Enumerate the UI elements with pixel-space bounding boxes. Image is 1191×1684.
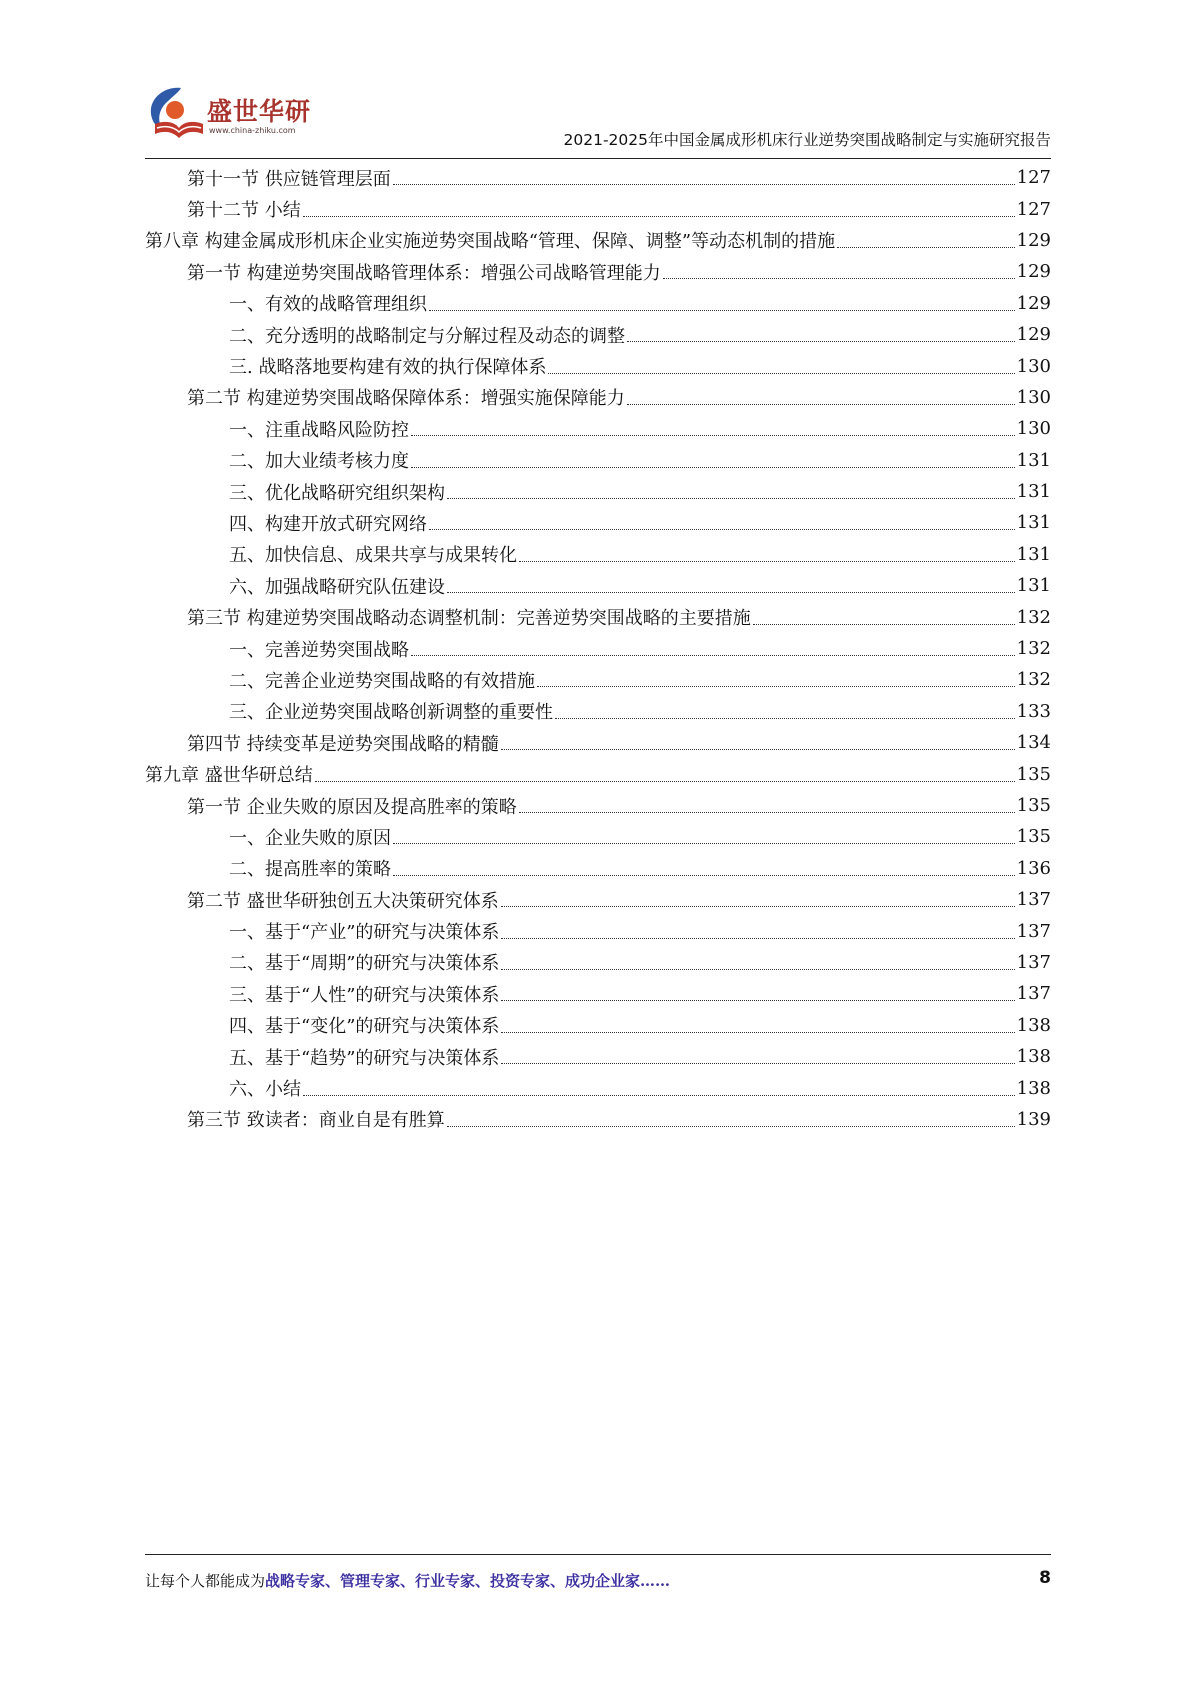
toc-page-number: 129 [1016,229,1051,251]
toc-entry[interactable] [145,319,1051,350]
toc-dot-leader [447,1126,1015,1127]
toc-entry-title: 一、企业失败的原因 [229,827,391,849]
toc-page-number: 132 [1016,638,1051,660]
page-number: 8 [1039,1568,1051,1588]
toc-dot-leader [393,843,1015,844]
toc-dot-leader [501,969,1014,970]
report-title: 2021-2025年中国金属成形机床行业逆势突围战略制定与实施研究报告 [563,131,1051,149]
footer-slogan [145,1570,670,1591]
toc-entry[interactable] [145,758,1051,789]
toc-page-number: 130 [1016,386,1051,408]
toc-page-number: 133 [1016,700,1051,722]
toc-page-number: 131 [1016,449,1051,471]
toc-dot-leader [429,310,1015,311]
toc-page-number: 131 [1016,512,1051,534]
toc-dot-leader [501,1032,1014,1033]
toc-entry-title: 一、完善逆势突围战略 [229,639,409,661]
toc-entry[interactable] [145,727,1051,758]
toc-entry-title: 第一节 企业失败的原因及提高胜率的策略 [187,796,517,818]
toc-dot-leader [411,467,1015,468]
toc-page-number: 129 [1016,292,1051,314]
toc-entry[interactable] [145,1072,1051,1103]
toc-page-number: 132 [1016,669,1051,691]
toc-dot-leader [627,341,1015,342]
toc-entry[interactable] [145,1010,1051,1041]
toc-dot-leader [303,216,1015,217]
toc-page-number: 135 [1016,763,1051,785]
toc-entry[interactable] [145,601,1051,632]
toc-entry[interactable] [145,1041,1051,1072]
toc-page-number: 130 [1016,418,1051,440]
toc-dot-leader [393,184,1015,185]
toc-entry-title: 一、注重战略风险防控 [229,419,409,441]
book-swoosh-icon [145,84,209,142]
toc-page-number: 131 [1016,481,1051,503]
toc-entry-title: 二、基于“周期”的研究与决策体系 [229,953,500,975]
toc-entry[interactable] [145,884,1051,915]
logo-name: 盛世华研 [207,97,312,126]
toc-page-number: 131 [1016,575,1051,597]
toc-page-number: 138 [1016,1014,1051,1036]
toc-dot-leader [429,529,1015,530]
toc-page-number: 137 [1016,951,1051,973]
header-divider [145,158,1051,159]
toc-entry-title: 二、加大业绩考核力度 [229,451,409,473]
toc-page-number: 127 [1016,198,1051,220]
toc-entry[interactable] [145,539,1051,570]
toc-dot-leader [447,592,1015,593]
toc-entry-title: 二、充分透明的战略制定与分解过程及动态的调整 [229,325,625,347]
toc-entry[interactable] [145,382,1051,413]
toc-entry-title: 第四节 持续变革是逆势突围战略的精髓 [187,733,499,755]
toc-entry[interactable] [145,445,1051,476]
toc-entry-title: 三、基于“人性”的研究与决策体系 [229,984,500,1006]
toc-entry[interactable] [145,790,1051,821]
toc-page-number: 135 [1016,795,1051,816]
toc-page-number: 129 [1016,261,1051,283]
toc-entry[interactable] [145,1104,1051,1135]
toc-entry-title: 五、加快信息、成果共享与成果转化 [229,545,517,567]
toc-dot-leader [501,906,1015,907]
toc-page-number: 139 [1016,1108,1051,1130]
toc-entry[interactable] [145,256,1051,287]
toc-entry[interactable] [145,821,1051,852]
toc-entry-title: 三. 战略落地要构建有效的执行保障体系 [229,357,547,379]
table-of-contents [145,162,1051,1135]
toc-page-number: 138 [1016,1077,1051,1099]
page-header [145,78,1051,161]
toc-entry[interactable] [145,225,1051,256]
toc-entry[interactable] [145,978,1051,1009]
toc-dot-leader [548,373,1014,374]
toc-dot-leader [315,781,1015,782]
slogan-prefix: 让每个人都能成为 [145,1572,266,1590]
toc-dot-leader [501,938,1014,939]
toc-page-number: 130 [1016,355,1051,377]
toc-dot-leader [447,498,1015,499]
toc-entry[interactable] [145,853,1051,884]
toc-dot-leader [663,278,1015,279]
toc-dot-leader [519,561,1015,562]
toc-entry-title: 一、基于“产业”的研究与决策体系 [229,922,500,944]
toc-entry-title: 三、优化战略研究组织架构 [229,482,445,504]
toc-page-number: 132 [1016,606,1051,628]
toc-dot-leader [837,247,1015,248]
toc-page-number: 137 [1016,889,1051,911]
toc-entry[interactable] [145,947,1051,978]
toc-entry-title: 第三节 构建逆势突围战略动态调整机制：完善逆势突围战略的主要措施 [187,608,751,630]
toc-dot-leader [501,749,1015,750]
toc-entry-title: 五、基于“趋势”的研究与决策体系 [229,1047,500,1069]
toc-dot-leader [393,875,1015,876]
toc-dot-leader [519,812,1015,813]
toc-entry-title: 第二节 构建逆势突围战略保障体系：增强实施保障能力 [187,388,625,410]
toc-entry-title: 第八章 构建金属成形机床企业实施逆势突围战略“管理、保障、调整”等动态机制的措施 [145,231,836,253]
toc-page-number: 129 [1016,324,1051,346]
toc-entry-title: 四、基于“变化”的研究与决策体系 [229,1016,500,1038]
toc-entry-title: 二、完善企业逆势突围战略的有效措施 [229,670,535,692]
toc-dot-leader [555,718,1015,719]
toc-entry[interactable] [145,162,1051,193]
toc-dot-leader [627,404,1015,405]
toc-dot-leader [501,1063,1014,1064]
toc-dot-leader [501,1000,1014,1001]
toc-entry-title: 第二节 盛世华研独创五大决策研究体系 [187,890,499,912]
toc-dot-leader [753,624,1015,625]
toc-entry-title: 六、小结 [229,1079,301,1101]
toc-entry[interactable] [145,915,1051,946]
toc-page-number: 134 [1016,732,1051,754]
toc-page-number: 127 [1016,167,1051,189]
toc-entry-title: 三、企业逆势突围战略创新调整的重要性 [229,702,553,724]
logo-url: www.china-zhiku.com [209,126,296,135]
toc-entry[interactable] [145,476,1051,507]
toc-entry-title: 第十一节 供应链管理层面 [187,168,391,190]
toc-page-number: 136 [1016,857,1051,879]
toc-dot-leader [411,655,1015,656]
toc-dot-leader [411,435,1015,436]
toc-entry[interactable] [145,507,1051,538]
company-logo [145,78,325,148]
toc-entry[interactable] [145,696,1051,727]
toc-page-number: 131 [1016,543,1051,565]
toc-entry[interactable] [145,193,1051,224]
toc-entry-title: 第三节 致读者：商业自是有胜算 [187,1110,445,1132]
slogan-accent: 战略专家、管理专家、行业专家、投资专家、成功企业家…… [265,1572,671,1590]
toc-entry[interactable] [145,633,1051,664]
toc-page-number: 137 [1016,983,1051,1005]
toc-entry-title: 二、提高胜率的策略 [229,859,391,881]
toc-entry[interactable] [145,413,1051,444]
footer-divider [145,1554,1051,1555]
toc-page-number: 138 [1016,1046,1051,1068]
toc-entry-title: 一、有效的战略管理组织 [229,294,427,316]
toc-dot-leader [303,1095,1015,1096]
toc-entry[interactable] [145,288,1051,319]
toc-entry-title: 第十二节 小结 [187,200,301,222]
toc-entry[interactable] [145,570,1051,601]
toc-page-number: 137 [1016,920,1051,942]
toc-entry-title: 第九章 盛世华研总结 [145,765,313,787]
toc-page-number: 135 [1016,826,1051,848]
toc-entry-title: 四、构建开放式研究网络 [229,513,427,535]
toc-entry-title: 第一节 构建逆势突围战略管理体系：增强公司战略管理能力 [187,262,661,284]
toc-dot-leader [537,686,1015,687]
toc-entry[interactable] [145,350,1051,381]
toc-entry-title: 六、加强战略研究队伍建设 [229,576,445,598]
toc-entry[interactable] [145,664,1051,695]
